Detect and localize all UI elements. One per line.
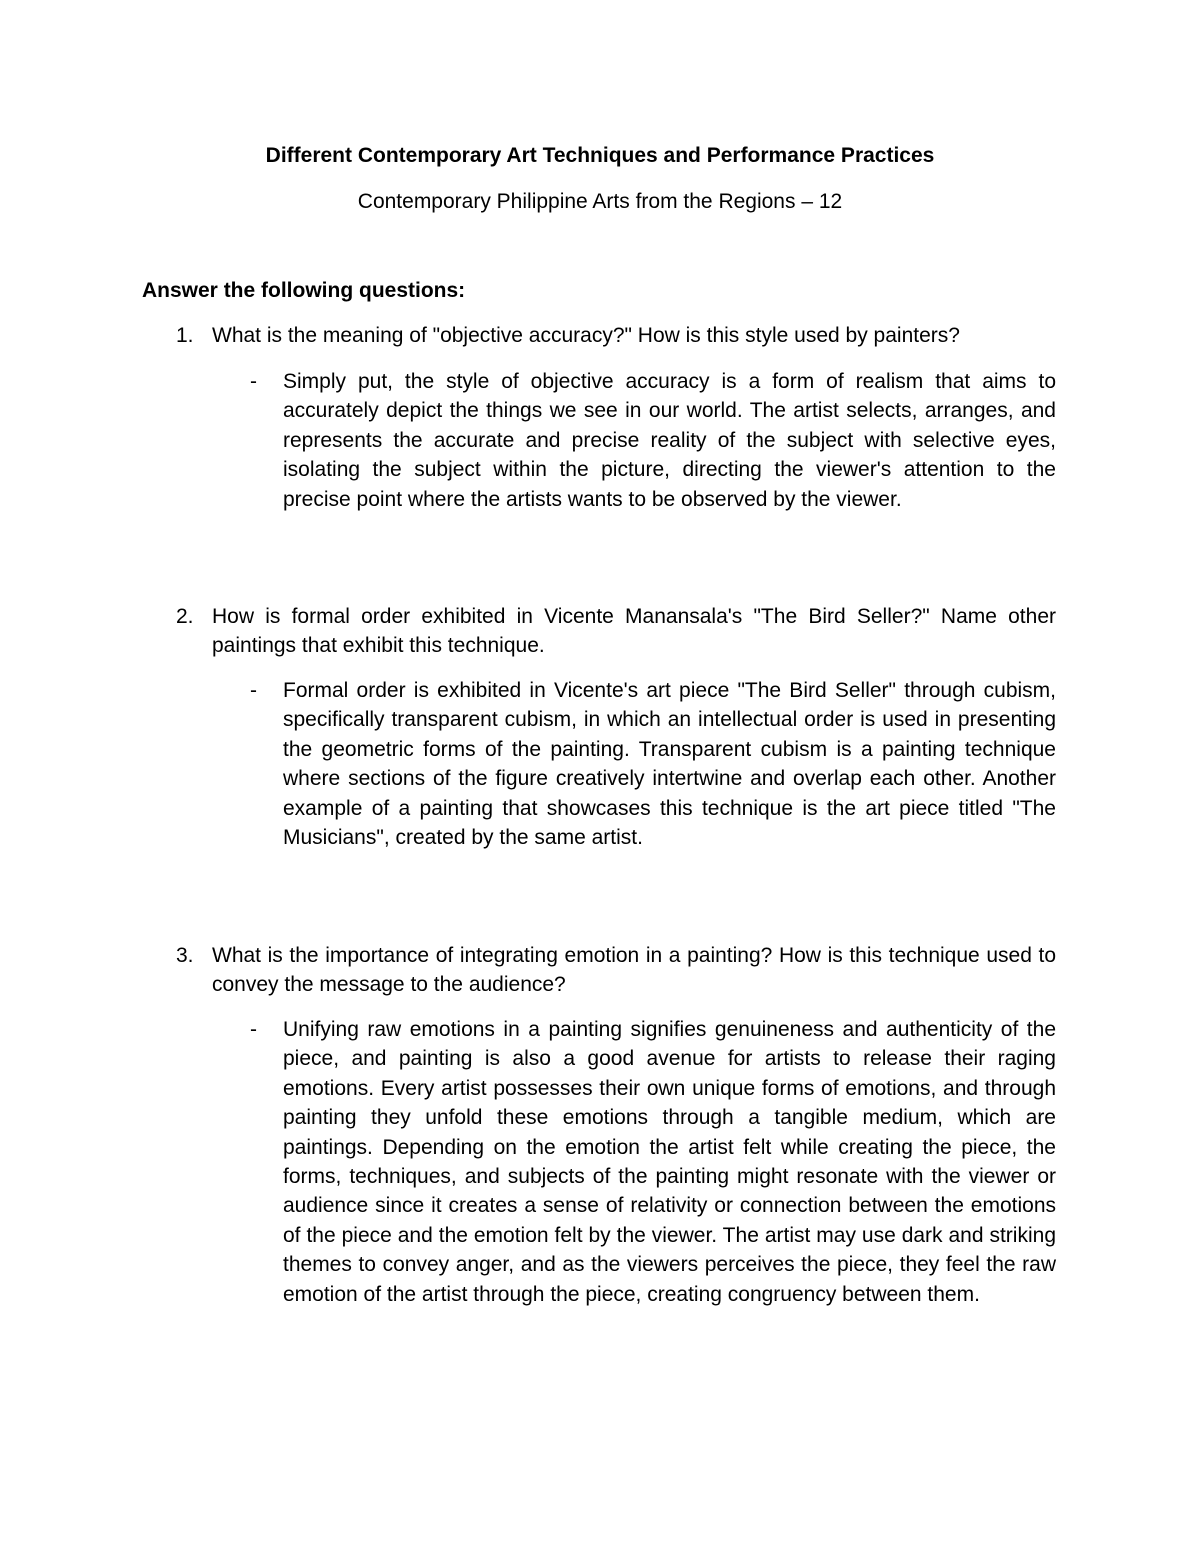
answer-bullet: - <box>250 1018 257 1041</box>
instructions-heading: Answer the following questions: <box>142 279 466 302</box>
answer-text: Simply put, the style of objective accuracy is a form of realism that aims to accurately depict the things we see in our world. The artist selects, arranges, and represents the accurate and precise reality of the subject with selective eyes, isolating the subject within the picture, directing the viewer's attention to the precise point where the artists wants to be observed by the viewer. <box>283 370 1056 511</box>
document-title: Different Contemporary Art Techniques and Performance Practices <box>265 144 935 167</box>
answer-bullet: - <box>250 679 257 702</box>
answer-item <box>250 1015 1056 1309</box>
question-item <box>176 941 1056 1000</box>
answer-item <box>250 676 1056 852</box>
answer-item <box>250 367 1056 514</box>
question-number: 3. <box>176 944 194 967</box>
question-text: How is formal order exhibited in Vicente Manansala's "The Bird Seller?" Name other paintings that exhibit this technique. <box>212 605 1056 658</box>
answer-bullet: - <box>250 370 257 393</box>
question-number: 2. <box>176 605 194 628</box>
question-text: What is the importance of integrating emotion in a painting? How is this technique used to convey the message to the audience? <box>212 944 1056 997</box>
answer-text: Formal order is exhibited in Vicente's art piece "The Bird Seller" through cubism, specifically transparent cubism, in which an intellectual order is used in presenting the geometric forms of the painting. Transparent cubism is a painting technique where sections of the figure creatively intertwine and overlap each other. Another example of a painting that showcases this technique is the art piece titled "The Musicians", created by the same artist. <box>283 679 1056 850</box>
document-subtitle: Contemporary Philippine Arts from the Regions – 12 <box>357 190 843 213</box>
question-item <box>176 602 1056 661</box>
answer-text: Unifying raw emotions in a painting signifies genuineness and authenticity of the piece, and painting is also a good avenue for artists to release their raging emotions. Every artist possesses their own unique forms of emotions, and through painting they unfold these emotions through a tangible medium, which are paintings. Depending on the emotion the artist felt while creating the piece, the forms, techniques, and subjects of the painting might resonate with the viewer or audience since it creates a sense of relativity or connection between the emotions of the piece and the emotion felt by the viewer. The artist may use dark and striking themes to convey anger, and as the viewers perceives the piece, they feel the raw emotion of the artist through the piece, creating congruency between them. <box>283 1018 1056 1306</box>
question-number: 1. <box>176 324 194 347</box>
question-item <box>176 321 1056 350</box>
question-text: What is the meaning of "objective accuracy?" How is this style used by painters? <box>212 324 960 347</box>
